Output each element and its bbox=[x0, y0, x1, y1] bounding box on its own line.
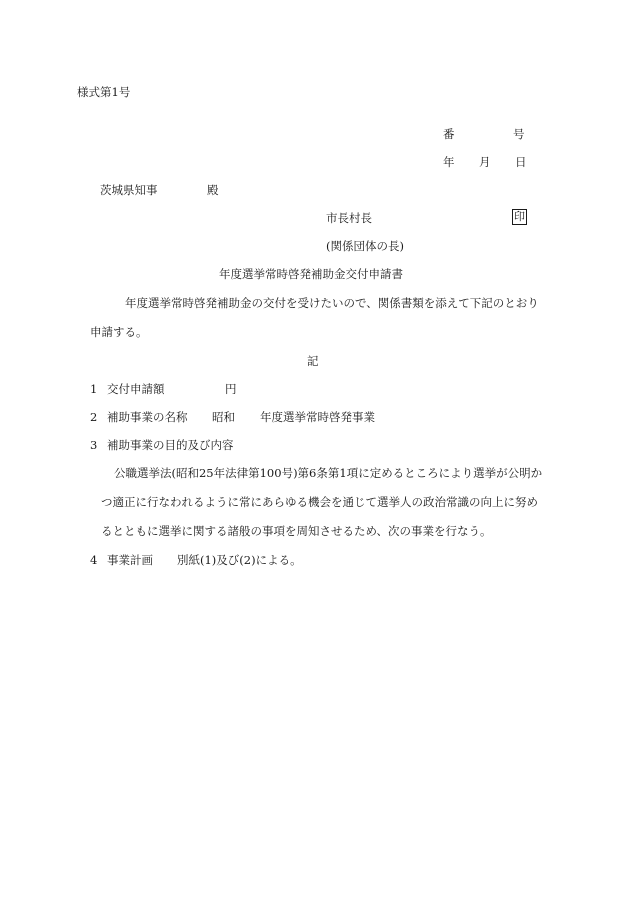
ki-heading: 記 bbox=[307, 354, 319, 368]
sender-title: 市長村長 bbox=[326, 211, 372, 225]
sender-subtitle: (関係団体の長) bbox=[326, 239, 404, 253]
date-day: 日 bbox=[515, 155, 527, 169]
item-3-text-line-3: るとともに選挙に関する諸般の事項を周知させるため、次の事業を行なう。 bbox=[101, 524, 492, 538]
document-title: 年度選挙常時啓発補助金交付申請書 bbox=[219, 267, 403, 281]
addressee-name: 茨城県知事 bbox=[100, 183, 158, 197]
item-1-unit: 円 bbox=[225, 382, 237, 396]
item-1-number: 1 bbox=[90, 382, 98, 396]
item-3-label: 補助事業の目的及び内容 bbox=[107, 438, 234, 452]
item-2-number: 2 bbox=[90, 410, 98, 424]
addressee-honorific: 殿 bbox=[207, 183, 219, 197]
form-number: 様式第1号 bbox=[77, 85, 131, 99]
date-month: 月 bbox=[479, 155, 491, 169]
item-4-value: 別紙(1)及び(2)による。 bbox=[177, 553, 302, 567]
item-4-number: 4 bbox=[90, 553, 98, 567]
date-year: 年 bbox=[443, 155, 455, 169]
body-line-1: 年度選挙常時啓発補助金の交付を受けたいので、関係書類を添えて下記のとおり bbox=[125, 296, 539, 310]
item-4-label: 事業計画 bbox=[107, 553, 153, 567]
body-line-2: 申請する。 bbox=[90, 325, 148, 339]
item-2-era: 昭和 bbox=[212, 410, 235, 424]
number-suffix: 号 bbox=[513, 127, 525, 141]
number-prefix: 番 bbox=[443, 127, 455, 141]
item-1-label: 交付申請額 bbox=[107, 382, 165, 396]
item-2-label: 補助事業の名称 bbox=[107, 410, 188, 424]
item-3-text-line-1: 公職選挙法(昭和25年法律第100号)第6条第1項に定めるところにより選挙が公明か bbox=[114, 466, 543, 480]
item-3-number: 3 bbox=[90, 438, 98, 452]
item-2-value: 年度選挙常時啓発事業 bbox=[260, 410, 375, 424]
seal-stamp-box: 印 bbox=[514, 210, 525, 223]
item-3-text-line-2: つ適正に行なわれるように常にあらゆる機会を通じて選挙人の政治常識の向上に努め bbox=[101, 495, 538, 509]
